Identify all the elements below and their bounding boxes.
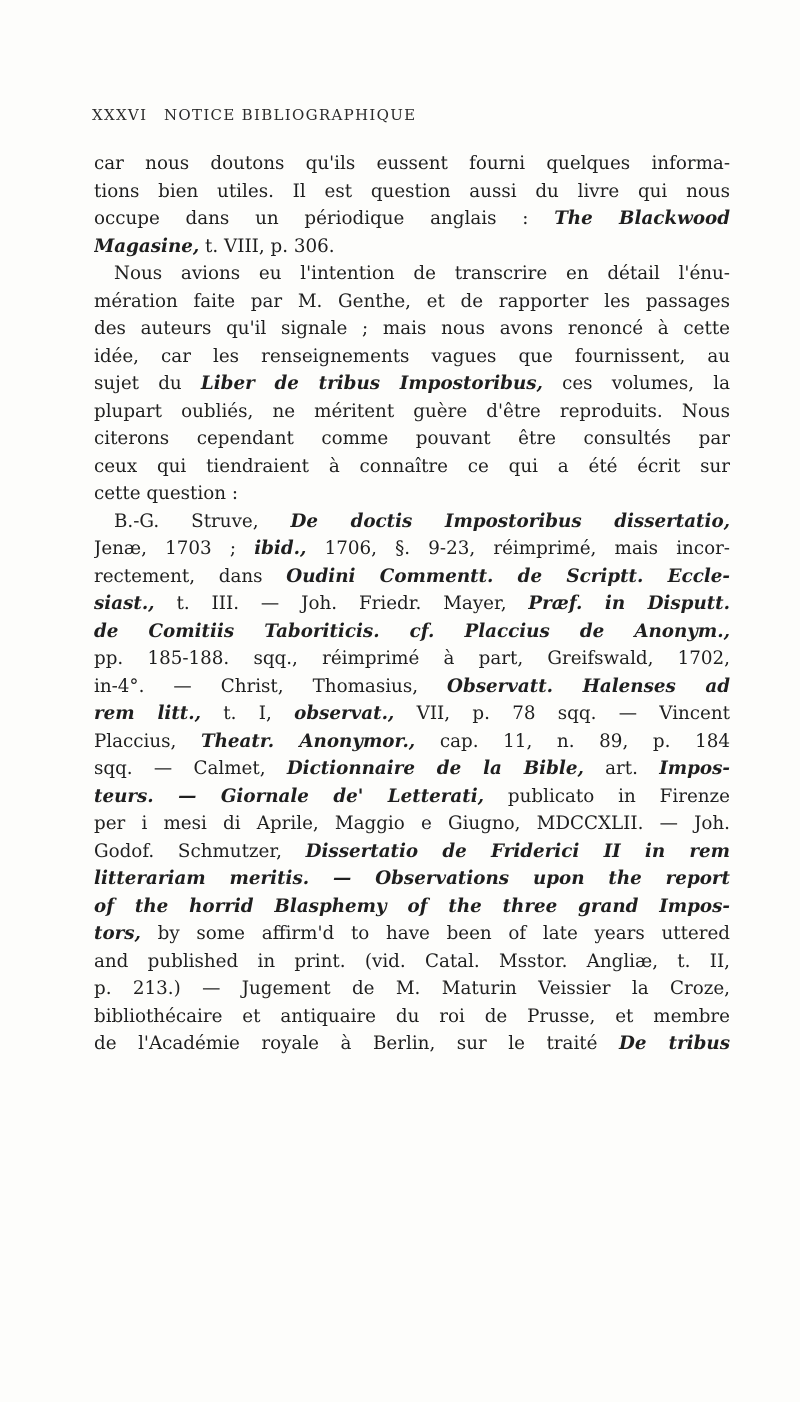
text-line bbox=[94, 700, 730, 728]
text-run: mération faite par M. Genthe, et de rapporter les passages bbox=[94, 290, 730, 312]
text-run: bibliothécaire et antiquaire du roi de Prusse, et membre bbox=[94, 1005, 730, 1027]
text-run: Godof. Schmutzer, bbox=[94, 840, 306, 862]
text-run: p. 213.) — Jugement de M. Maturin Veissier la Croze, bbox=[94, 978, 730, 999]
text-line bbox=[94, 370, 730, 398]
italic-title-text: litterariam meritis. — Observations upon the report bbox=[94, 868, 730, 889]
text-run: 1706, §. 9-23, réimprimé, mais incor- bbox=[306, 538, 730, 559]
text-line bbox=[94, 673, 730, 701]
text-line bbox=[94, 838, 730, 866]
italic-title-text: Impos- bbox=[659, 758, 730, 779]
italic-title-text: De doctis Impostoribus dissertatio, bbox=[290, 510, 730, 532]
text-line bbox=[94, 755, 730, 783]
italic-title-text: Magasine, bbox=[94, 235, 200, 257]
italic-title-text: tors, bbox=[94, 923, 141, 944]
text-run: Placcius, bbox=[94, 730, 202, 752]
text-line bbox=[94, 425, 730, 453]
text-line bbox=[94, 563, 730, 591]
text-line bbox=[94, 205, 730, 233]
text-run: t. III. — Joh. Friedr. Mayer, bbox=[154, 593, 529, 614]
text-run: plupart oubliés, ne méritent guère d'être reproduits. Nous bbox=[94, 400, 730, 422]
text-run: ceux qui tiendraient à connaître ce qui a été écrit sur bbox=[94, 455, 730, 477]
running-head bbox=[92, 106, 712, 126]
text-line bbox=[94, 645, 730, 673]
text-line bbox=[94, 975, 730, 1003]
text-run: car nous doutons qu'ils eussent fourni quelques informa- bbox=[94, 153, 730, 174]
text-line bbox=[94, 728, 730, 756]
text-line bbox=[94, 508, 730, 536]
italic-title-text: of the horrid Blasphemy of the three grand Impos- bbox=[94, 895, 730, 917]
text-line bbox=[94, 948, 730, 976]
text-run: occupe dans un périodique anglais : bbox=[94, 208, 555, 229]
italic-title-text: De tribus bbox=[619, 1033, 730, 1054]
text-run: per i mesi di Aprile, Maggio e Giugno, MDCCXLII. — Joh. bbox=[94, 813, 730, 834]
text-line bbox=[94, 783, 730, 811]
text-run: and published in print. (vid. Catal. Msstor. Angliæ, t. II, bbox=[94, 950, 730, 972]
text-run: des auteurs qu'il signale ; mais nous avons renoncé à cette bbox=[94, 318, 730, 339]
text-run: sujet du bbox=[94, 373, 201, 394]
italic-title-text: Dictionnaire de la Bible, bbox=[286, 758, 584, 779]
text-run: publicato in Firenze bbox=[484, 785, 730, 807]
text-run: VII, p. 78 sqq. — Vincent bbox=[394, 703, 730, 724]
text-run: citerons cependant comme pouvant être consultés par bbox=[94, 428, 730, 449]
text-line bbox=[94, 178, 730, 206]
running-title: NOTICE BIBLIOGRAPHIQUE bbox=[164, 106, 417, 124]
italic-title-text: The Blackwood bbox=[554, 208, 730, 229]
text-run: tions bien utiles. Il est question aussi du livre qui nous bbox=[94, 180, 730, 202]
italic-title-text: observat., bbox=[294, 703, 395, 724]
text-run: by some affirm'd to have been of late years uttered bbox=[140, 923, 730, 944]
italic-title-text: Theatr. Anonymor., bbox=[201, 730, 416, 752]
italic-title-text: teurs. — Giornale de' Letterati, bbox=[94, 785, 485, 807]
text-line bbox=[94, 343, 730, 371]
italic-title-text: Liber de tribus Impostoribus, bbox=[200, 373, 543, 394]
italic-title-text: Oudini Commentt. de Scriptt. Eccle- bbox=[286, 565, 730, 587]
text-run: de l'Académie royale à Berlin, sur le traité bbox=[94, 1033, 620, 1054]
italic-title-text: Præf. in Disputt. bbox=[528, 593, 730, 614]
text-line bbox=[94, 535, 730, 563]
text-line bbox=[94, 233, 730, 261]
text-line bbox=[94, 315, 730, 343]
italic-title-text: Observatt. Halenses ad bbox=[447, 675, 730, 697]
text-run: cap. 11, n. 89, p. 184 bbox=[415, 730, 730, 752]
text-run: t. VIII, p. 306. bbox=[199, 235, 335, 257]
body-text bbox=[94, 150, 730, 1058]
text-line bbox=[94, 920, 730, 948]
text-run: Jenæ, 1703 ; bbox=[94, 538, 255, 559]
page-number: XXXVI bbox=[92, 106, 148, 124]
text-run: sqq. — Calmet, bbox=[94, 758, 287, 779]
text-run: rectement, dans bbox=[94, 565, 287, 587]
text-run: idée, car les renseignements vagues que fournissent, au bbox=[94, 345, 730, 367]
text-run: Nous avions eu l'intention de transcrire en détail l'énu- bbox=[114, 263, 730, 284]
text-run: B.-G. Struve, bbox=[114, 510, 291, 532]
text-line bbox=[94, 480, 730, 508]
text-run: art. bbox=[583, 758, 660, 779]
text-run: pp. 185-188. sqq., réimprimé à part, Greifswald, 1702, bbox=[94, 648, 730, 669]
text-run: ces volumes, la bbox=[542, 373, 730, 394]
text-run: cette question : bbox=[94, 483, 239, 504]
italic-title-text: rem litt., bbox=[94, 703, 201, 724]
text-line bbox=[94, 150, 730, 178]
text-run: t. I, bbox=[200, 703, 295, 724]
text-line bbox=[94, 260, 730, 288]
text-line bbox=[94, 1003, 730, 1031]
text-line bbox=[94, 618, 730, 646]
text-line bbox=[94, 865, 730, 893]
italic-title-text: Dissertatio de Friderici II in rem bbox=[305, 840, 730, 862]
text-line bbox=[94, 893, 730, 921]
text-run: in-4°. — Christ, Thomasius, bbox=[94, 675, 448, 697]
italic-title-text: siast., bbox=[94, 593, 155, 614]
text-line bbox=[94, 1030, 730, 1058]
text-line bbox=[94, 288, 730, 316]
text-line bbox=[94, 398, 730, 426]
italic-title-text: ibid., bbox=[254, 538, 307, 559]
italic-title-text: de Comitiis Taboriticis. cf. Placcius de Anonym., bbox=[94, 620, 730, 642]
text-line bbox=[94, 810, 730, 838]
text-line bbox=[94, 590, 730, 618]
text-line bbox=[94, 453, 730, 481]
